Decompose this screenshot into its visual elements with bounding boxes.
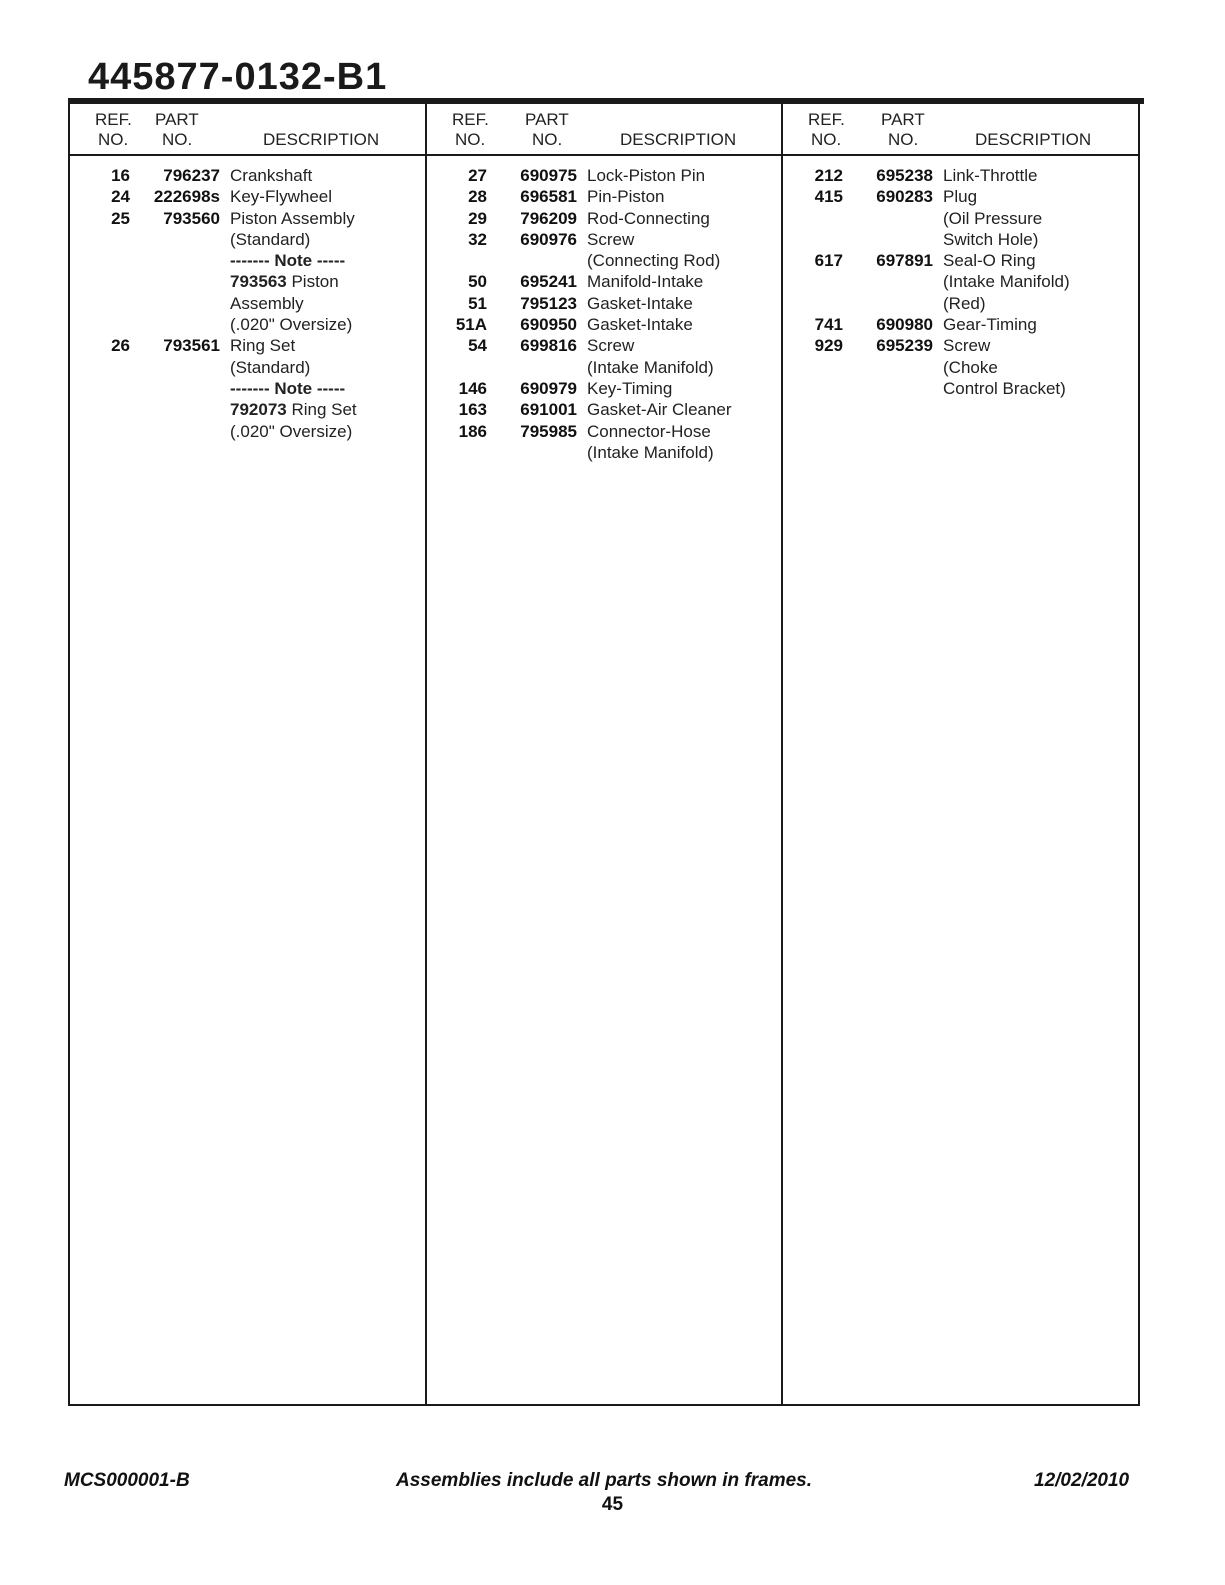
ref-no: 51: [468, 293, 487, 313]
table-row: [783, 358, 1139, 379]
parts-list: [70, 166, 426, 443]
part-header: PART: [155, 110, 199, 129]
parts-column-2: [427, 108, 783, 1398]
description: [230, 422, 352, 442]
table-row: [70, 209, 426, 230]
page-number: 45: [601, 1494, 624, 1515]
ref-no: 415: [814, 187, 843, 207]
ref-no: 617: [814, 251, 843, 271]
description-text: (Choke: [943, 357, 998, 377]
table-row: [70, 379, 426, 400]
description: [943, 166, 1037, 186]
description-bold: ------- Note -----: [230, 378, 346, 398]
table-row: [427, 230, 783, 251]
table-row: [427, 294, 783, 315]
table-row: [427, 187, 783, 208]
description: [587, 336, 634, 356]
table-row: [783, 272, 1139, 293]
ref-header: REF.: [808, 110, 845, 129]
part-no: 795985: [520, 421, 577, 441]
ref-no: 929: [814, 336, 843, 356]
table-row: [427, 272, 783, 293]
description-text: (Standard): [230, 357, 311, 377]
description: [587, 166, 705, 186]
ref-header-no: NO.: [811, 130, 842, 149]
description-text: Rod-Connecting: [587, 208, 710, 228]
description: [943, 294, 986, 314]
description: [230, 379, 345, 399]
part-no: 695241: [520, 272, 577, 292]
table-row: [70, 187, 426, 208]
table-row: [783, 166, 1139, 187]
description-text: Manifold-Intake: [587, 272, 704, 292]
parts-list: [427, 166, 783, 464]
description: [587, 379, 672, 399]
part-header-no: NO.: [532, 130, 563, 149]
description-text: (Intake Manifold): [943, 272, 1070, 292]
description-text: (Intake Manifold): [587, 442, 714, 462]
description-text: Screw: [943, 336, 991, 356]
ref-no: 741: [814, 315, 843, 335]
description-header: DESCRIPTION: [620, 130, 737, 149]
parts-column-3: [783, 108, 1139, 1398]
part-no: 793560: [163, 208, 220, 228]
ref-no: 50: [468, 272, 487, 292]
description-text: Key-Flywheel: [230, 187, 333, 207]
description: [230, 400, 357, 420]
description: [943, 358, 998, 378]
footer-date: 12/02/2010: [1034, 1470, 1130, 1491]
description: [943, 272, 1070, 292]
description-text: Gear-Timing: [943, 315, 1037, 335]
table-row: [427, 315, 783, 336]
table-row: [783, 187, 1139, 208]
parts-column-1: [70, 108, 426, 1398]
description-text: Crankshaft: [230, 166, 313, 185]
table-row: [427, 358, 783, 379]
description: [587, 400, 732, 420]
description-text: Screw: [587, 336, 635, 356]
description-text: Ring Set: [286, 400, 357, 420]
description: [943, 209, 1042, 229]
part-no: 690976: [520, 229, 577, 249]
description: [587, 209, 710, 229]
table-row: [70, 400, 426, 421]
part-no: 697891: [876, 251, 933, 271]
footer-note: Assemblies include all parts shown in frames.: [396, 1470, 813, 1491]
part-no: 222698s: [153, 187, 220, 207]
part-no: 796237: [163, 166, 220, 185]
description: [230, 230, 310, 250]
description-header: DESCRIPTION: [975, 130, 1092, 149]
table-row: [70, 422, 426, 443]
table-row: [70, 336, 426, 357]
description-text: (.020" Oversize): [230, 421, 353, 441]
ref-no: 25: [111, 208, 130, 228]
part-header-no: NO.: [162, 130, 193, 149]
ref-header-no: NO.: [98, 130, 129, 149]
table-row: [783, 379, 1139, 400]
table-row: [70, 315, 426, 336]
description-bold: 792073: [230, 400, 287, 420]
part-no: 695239: [876, 336, 933, 356]
column-header: [70, 108, 426, 154]
description: [230, 315, 352, 335]
description-text: (Intake Manifold): [587, 357, 714, 377]
table-row: [783, 251, 1139, 272]
part-no: 690979: [520, 378, 577, 398]
document-title: 445877-0132-B1: [88, 56, 388, 98]
part-no: 699816: [520, 336, 577, 356]
description-text: Gasket-Air Cleaner: [587, 400, 732, 420]
parts-list: [783, 166, 1139, 400]
ref-no: 146: [458, 378, 487, 398]
description-text: (Standard): [230, 229, 311, 249]
description-text: Piston: [286, 272, 339, 292]
description-text: Lock-Piston Pin: [587, 166, 706, 185]
table-row: [427, 166, 783, 187]
ref-no: 54: [468, 336, 487, 356]
description-text: Piston Assembly: [230, 208, 355, 228]
table-row: [70, 272, 426, 293]
part-no: 690980: [876, 315, 933, 335]
description: [943, 251, 1036, 271]
description: [230, 294, 304, 314]
ref-no: 186: [458, 421, 487, 441]
description-text: Connector-Hose: [587, 421, 711, 441]
ref-no: 26: [111, 336, 130, 356]
description: [230, 209, 355, 229]
description: [230, 166, 312, 186]
ref-header: REF.: [95, 110, 132, 129]
ref-header-no: NO.: [455, 130, 486, 149]
table-row: [783, 315, 1139, 336]
description-text: Gasket-Intake: [587, 315, 693, 335]
description: [943, 230, 1038, 250]
table-row: [783, 209, 1139, 230]
part-header: PART: [881, 110, 925, 129]
description: [587, 272, 703, 292]
column-header: [783, 108, 1139, 154]
ref-no: 51A: [455, 315, 487, 335]
description: [587, 230, 634, 250]
ref-no: 32: [468, 229, 487, 249]
part-no: 690975: [520, 166, 577, 185]
part-header: PART: [525, 110, 569, 129]
part-no: 690283: [876, 187, 933, 207]
description: [943, 187, 977, 207]
table-row: [427, 209, 783, 230]
part-header-no: NO.: [888, 130, 919, 149]
description: [943, 336, 990, 356]
part-no: 691001: [520, 400, 577, 420]
description-header: DESCRIPTION: [263, 130, 380, 149]
table-row: [783, 336, 1139, 357]
table-row: [427, 336, 783, 357]
table-row: [427, 251, 783, 272]
table-row: [70, 251, 426, 272]
description-text: Link-Throttle: [943, 166, 1038, 185]
table-row: [427, 422, 783, 443]
column-header: [427, 108, 783, 154]
description: [587, 422, 711, 442]
description-bold: 793563: [230, 272, 287, 292]
description-text: Pin-Piston: [587, 187, 665, 207]
description-text: Ring Set: [230, 336, 296, 356]
part-no: 696581: [520, 187, 577, 207]
part-no: 690950: [520, 315, 577, 335]
description: [587, 443, 714, 463]
ref-no: 28: [468, 187, 487, 207]
description: [943, 315, 1037, 335]
description-text: (Connecting Rod): [587, 251, 721, 271]
description-text: Assembly: [230, 293, 304, 313]
description-text: Control Bracket): [943, 378, 1066, 398]
table-row: [783, 294, 1139, 315]
description: [943, 379, 1066, 399]
ref-no: 163: [458, 400, 487, 420]
description: [230, 187, 332, 207]
description-text: (.020" Oversize): [230, 315, 353, 335]
description-bold: ------- Note -----: [230, 251, 346, 271]
part-no: 793561: [163, 336, 220, 356]
table-row: [427, 400, 783, 421]
description-text: Plug: [943, 187, 978, 207]
ref-no: 212: [814, 166, 843, 185]
table-row: [427, 443, 783, 464]
description-text: Key-Timing: [587, 378, 673, 398]
description: [587, 294, 693, 314]
description: [587, 315, 693, 335]
description-text: Screw: [587, 229, 635, 249]
table-row: [70, 166, 426, 187]
description-text: Gasket-Intake: [587, 293, 693, 313]
table-row: [783, 230, 1139, 251]
description-text: Switch Hole): [943, 229, 1039, 249]
table-row: [70, 230, 426, 251]
description: [230, 336, 295, 356]
ref-no: 29: [468, 208, 487, 228]
part-no: 795123: [520, 293, 577, 313]
description: [587, 251, 720, 271]
description: [230, 272, 339, 292]
part-no: 695238: [876, 166, 933, 185]
description: [230, 358, 310, 378]
table-row: [427, 379, 783, 400]
footer-doc-code: MCS000001-B: [64, 1470, 190, 1491]
table-row: [70, 294, 426, 315]
ref-no: 27: [468, 166, 487, 185]
ref-no: 16: [111, 166, 130, 185]
ref-no: 24: [111, 187, 130, 207]
part-no: 796209: [520, 208, 577, 228]
table-row: [70, 358, 426, 379]
ref-header: REF.: [452, 110, 489, 129]
description-text: (Red): [943, 293, 986, 313]
description: [587, 358, 714, 378]
description-text: (Oil Pressure: [943, 208, 1043, 228]
description-text: Seal-O Ring: [943, 251, 1036, 271]
description: [587, 187, 664, 207]
description: [230, 251, 345, 271]
